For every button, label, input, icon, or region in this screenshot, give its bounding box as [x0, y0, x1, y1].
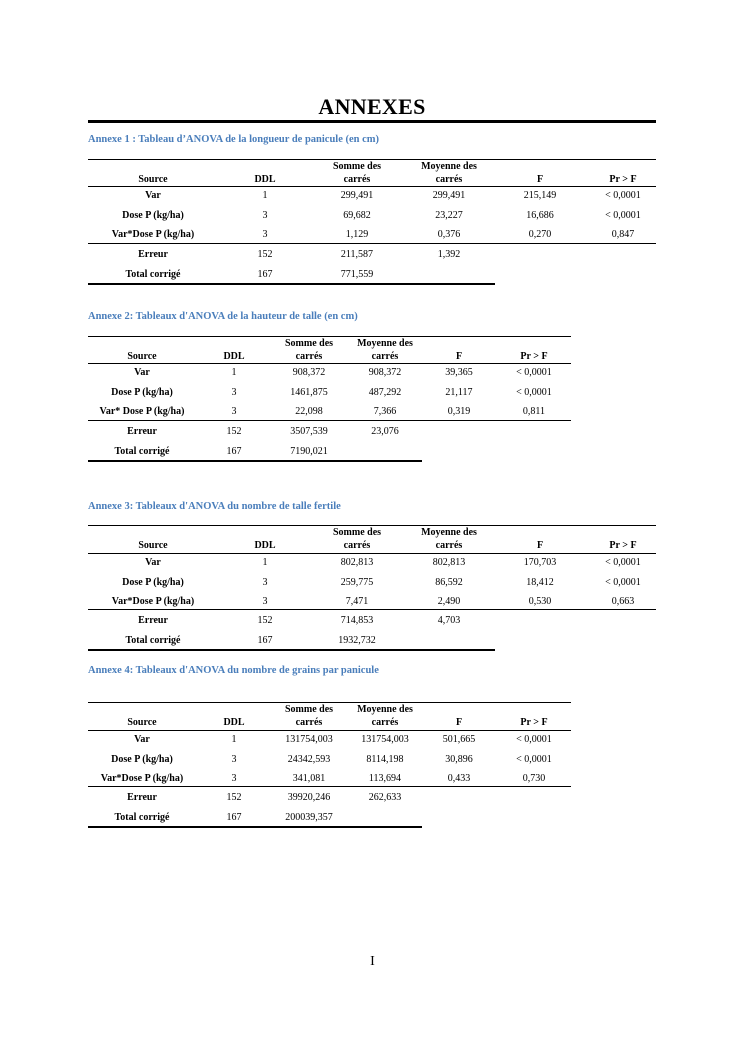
column-header: Moyenne des carrés — [421, 527, 477, 551]
table-cell: 1 — [231, 734, 237, 745]
row-source: Dose P (kg/ha) — [111, 753, 173, 765]
table-cell: 3 — [262, 596, 268, 607]
table-row — [88, 265, 656, 285]
table-cell — [505, 631, 575, 651]
annex-caption: Annexe 2: Tableaux d'ANOVA de la hauteur de talle (en cm) — [88, 311, 358, 322]
table-cell: 1 — [262, 190, 268, 201]
table-cell: 23,227 — [435, 209, 463, 221]
table-cell — [494, 788, 574, 808]
column-header: Pr > F — [609, 174, 637, 185]
table-cell: 0,530 — [528, 596, 552, 607]
table-cell: < 0,0001 — [605, 576, 641, 588]
table-cell — [404, 631, 494, 651]
table-cell: 908,372 — [368, 367, 402, 378]
table-cell: 3 — [231, 773, 237, 784]
table-cell: 771,559 — [340, 269, 374, 280]
table-cell: 21,117 — [445, 386, 473, 398]
column-header: DDL — [254, 540, 276, 551]
page-number: I — [370, 954, 375, 969]
table-cell: 16,686 — [526, 209, 554, 221]
table-cell: 1,392 — [437, 249, 461, 260]
column-header: Source — [138, 174, 168, 185]
column-header: Moyenne des carrés — [357, 338, 413, 362]
annex-caption: Annexe 3: Tableaux d'ANOVA du nombre de talle fertile — [88, 501, 341, 512]
table-cell: 7,366 — [373, 406, 397, 417]
table-row — [88, 225, 656, 245]
row-source: Var*Dose P (kg/ha) — [111, 596, 195, 607]
column-header: Source — [127, 717, 157, 728]
table-row — [88, 808, 571, 828]
table-cell: 7190,021 — [290, 446, 328, 457]
table-cell: 1,129 — [345, 229, 369, 240]
column-header: Somme des carrés — [284, 338, 334, 362]
table-row — [88, 442, 571, 462]
row-source: Var*Dose P (kg/ha) — [111, 229, 195, 240]
table-cell — [578, 611, 668, 631]
annex-caption: Annexe 4: Tableaux d'ANOVA du nombre de grains par panicule — [88, 665, 379, 676]
table-cell — [505, 245, 575, 265]
table-cell: 1 — [262, 557, 268, 568]
table-cell — [494, 422, 574, 442]
column-header: Somme des carrés — [332, 161, 382, 185]
table-cell: 22,098 — [295, 406, 323, 417]
table-cell: 3 — [262, 576, 268, 588]
table-cell: 167 — [257, 635, 273, 646]
table-cell — [505, 265, 575, 285]
column-header: DDL — [223, 717, 245, 728]
row-source: Dose P (kg/ha) — [122, 209, 184, 221]
table-bottom-rule — [88, 649, 495, 651]
column-header: F — [536, 540, 544, 551]
table-cell: < 0,0001 — [605, 190, 641, 201]
table-cell: 0,433 — [447, 773, 471, 784]
column-header: DDL — [254, 174, 276, 185]
interaction-rule — [88, 786, 571, 787]
table-bottom-rule — [88, 283, 495, 285]
column-header: F — [536, 174, 544, 185]
table-cell: < 0,0001 — [605, 557, 641, 568]
table-cell: 39920,246 — [287, 792, 331, 803]
table-row — [88, 573, 656, 593]
table-cell: 299,491 — [340, 190, 374, 201]
table-cell — [578, 631, 668, 651]
table-cell: 0,811 — [522, 406, 546, 417]
table-cell: 802,813 — [432, 557, 466, 568]
column-header: Moyenne des carrés — [357, 704, 413, 728]
column-header: Somme des carrés — [284, 704, 334, 728]
table-row — [88, 631, 656, 651]
column-header: F — [455, 717, 463, 728]
table-cell: 167 — [257, 269, 273, 280]
table-cell: 131754,003 — [285, 734, 333, 745]
table-cell: 170,703 — [523, 557, 557, 568]
table-row — [88, 245, 656, 265]
table-row — [88, 750, 571, 770]
table-cell: 714,853 — [340, 615, 374, 626]
table-top-rule — [88, 336, 571, 337]
row-source: Dose P (kg/ha) — [111, 386, 173, 398]
table-cell: 3 — [262, 209, 268, 221]
table-cell: 167 — [226, 812, 242, 823]
interaction-rule — [88, 243, 656, 244]
table-cell — [494, 442, 574, 462]
table-row — [88, 363, 571, 383]
row-source: Var — [134, 367, 150, 378]
table-cell — [424, 788, 494, 808]
table-bottom-rule — [88, 826, 422, 828]
table-cell: 211,587 — [340, 249, 374, 260]
table-cell — [578, 245, 668, 265]
column-header: Pr > F — [609, 540, 637, 551]
table-cell: 30,896 — [445, 753, 473, 765]
row-source: Var — [134, 734, 150, 745]
table-cell: 0,270 — [528, 229, 552, 240]
row-source: Erreur — [138, 249, 168, 260]
table-cell: 3 — [262, 229, 268, 240]
table-row — [88, 206, 656, 226]
table-cell: 3 — [231, 406, 237, 417]
interaction-rule — [88, 420, 571, 421]
table-cell: 259,775 — [340, 576, 374, 588]
row-source: Erreur — [138, 615, 168, 626]
table-cell: 167 — [226, 446, 242, 457]
row-source: Total corrigé — [114, 446, 170, 457]
row-source: Var*Dose P (kg/ha) — [100, 773, 184, 784]
title-rule — [88, 120, 656, 123]
table-cell: 113,694 — [368, 773, 402, 784]
table-cell: 24342,593 — [287, 753, 331, 765]
table-cell: 3507,539 — [290, 426, 328, 437]
row-source: Total corrigé — [125, 269, 181, 280]
table-cell: 86,592 — [435, 576, 463, 588]
table-cell: 1461,875 — [290, 386, 328, 398]
table-cell: 39,365 — [445, 367, 473, 378]
column-header: Source — [127, 351, 157, 362]
table-top-rule — [88, 702, 571, 703]
table-cell — [345, 808, 425, 828]
table-cell: < 0,0001 — [516, 386, 552, 398]
row-source: Total corrigé — [125, 635, 181, 646]
column-header: Pr > F — [520, 351, 548, 362]
row-source: Erreur — [127, 426, 157, 437]
row-source: Var — [145, 557, 161, 568]
table-cell: 299,491 — [432, 190, 466, 201]
table-cell: 0,376 — [437, 229, 461, 240]
table-cell — [494, 808, 574, 828]
table-cell: 487,292 — [368, 386, 402, 398]
table-row — [88, 788, 571, 808]
row-source: Dose P (kg/ha) — [122, 576, 184, 588]
table-cell: 501,665 — [442, 734, 476, 745]
row-source: Erreur — [127, 792, 157, 803]
column-header: F — [455, 351, 463, 362]
table-cell — [345, 442, 425, 462]
table-row — [88, 730, 571, 750]
table-cell: < 0,0001 — [516, 753, 552, 765]
table-row — [88, 383, 571, 403]
table-cell: 4,703 — [437, 615, 461, 626]
table-cell: 152 — [226, 792, 242, 803]
table-top-rule — [88, 159, 656, 160]
row-source: Var* Dose P (kg/ha) — [99, 406, 185, 417]
table-row — [88, 611, 656, 631]
annex-caption: Annexe 1 : Tableau d’ANOVA de la longueur de panicule (en cm) — [88, 134, 380, 145]
table-cell: 1 — [231, 367, 237, 378]
table-cell — [404, 265, 494, 285]
table-cell: 69,682 — [343, 209, 371, 221]
table-cell — [424, 808, 494, 828]
interaction-rule — [88, 609, 656, 610]
table-cell — [424, 442, 494, 462]
table-cell: < 0,0001 — [516, 734, 552, 745]
column-header: Moyenne des carrés — [421, 161, 477, 185]
table-cell: 341,081 — [292, 773, 326, 784]
table-cell: 0,663 — [611, 596, 635, 607]
table-cell — [578, 265, 668, 285]
table-row — [88, 553, 656, 573]
table-cell: 18,412 — [526, 576, 554, 588]
row-source: Total corrigé — [114, 812, 170, 823]
table-row — [88, 402, 571, 422]
table-cell: < 0,0001 — [516, 367, 552, 378]
table-cell: 262,633 — [368, 792, 402, 803]
table-cell: 1932,732 — [338, 635, 376, 646]
table-cell: 152 — [257, 249, 273, 260]
table-cell: < 0,0001 — [605, 209, 641, 221]
table-cell: 802,813 — [340, 557, 374, 568]
table-row — [88, 186, 656, 206]
column-header: Pr > F — [520, 717, 548, 728]
table-cell: 3 — [231, 753, 237, 765]
table-cell: 0,730 — [522, 773, 546, 784]
table-cell: 131754,003 — [361, 734, 409, 745]
table-bottom-rule — [88, 460, 422, 462]
table-cell: 23,076 — [371, 426, 399, 437]
table-cell: 3 — [231, 386, 237, 398]
table-cell: 7,471 — [345, 596, 369, 607]
table-cell: 0,847 — [611, 229, 635, 240]
table-cell: 0,319 — [447, 406, 471, 417]
table-cell: 8114,198 — [366, 753, 404, 765]
row-source: Var — [145, 190, 161, 201]
table-row — [88, 422, 571, 442]
table-cell: 215,149 — [523, 190, 557, 201]
table-top-rule — [88, 525, 656, 526]
table-cell: 152 — [226, 426, 242, 437]
table-cell: 908,372 — [292, 367, 326, 378]
table-cell: 2,490 — [437, 596, 461, 607]
table-cell — [424, 422, 494, 442]
column-header: Source — [138, 540, 168, 551]
table-cell — [505, 611, 575, 631]
page-title: ANNEXES — [318, 94, 426, 119]
column-header: Somme des carrés — [332, 527, 382, 551]
table-cell: 200039,357 — [285, 812, 333, 823]
column-header: DDL — [223, 351, 245, 362]
table-cell: 152 — [257, 615, 273, 626]
